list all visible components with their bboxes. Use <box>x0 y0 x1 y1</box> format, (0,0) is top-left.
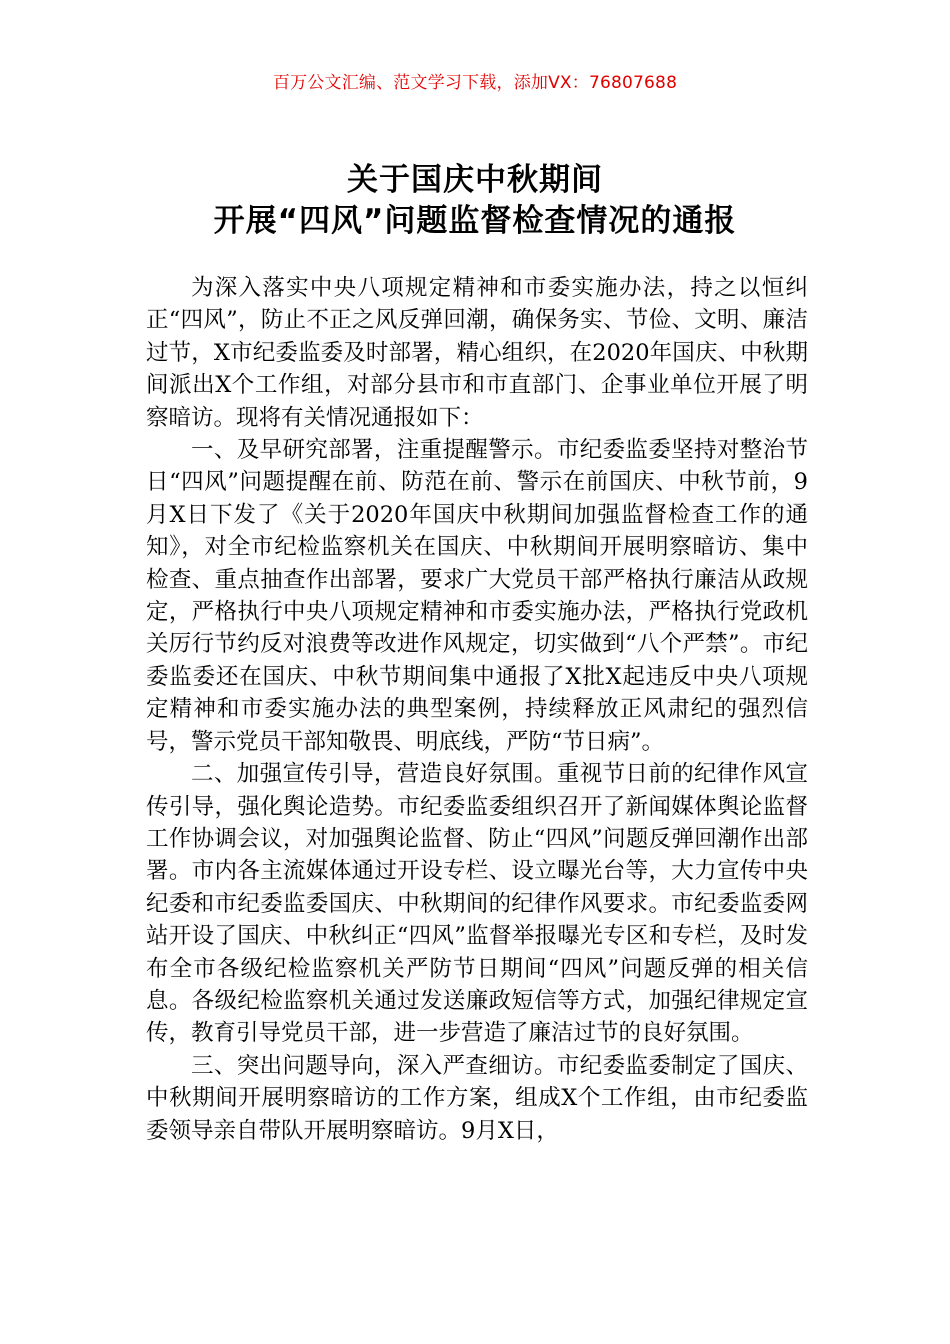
paragraph-section-2: 二、加强宣传引导，营造良好氛围。重视节日前的纪律作风宣传引导，强化舆论造势。市纪委监委组织召开了新闻媒体舆论监督工作协调会议，对加强舆论监督、防止“四风”问题反弹回潮作出部署。市内各主流媒体通过开设专栏、设立曝光台等，大力宣传中央纪委和市纪委监委国庆、中秋期间的纪律作风要求。市纪委监委网站开设了国庆、中秋纠正“四风”监督举报曝光专区和专栏，及时发布全市各级纪检监察机关严防节日期间“四风”问题反弹的相关信息。各级纪检监察机关通过发送廉政短信等方式，加强纪律规定宣传，教育引导党员干部，进一步营造了廉洁过节的良好氛围。 <box>146 761 808 1047</box>
paragraph-section-1: 一、及早研究部署，注重提醒警示。市纪委监委坚持对整治节日“四风”问题提醒在前、防范在前、警示在前国庆、中秋节前，9月X日下发了《关于2020年国庆中秋期间加强监督检查工作的通知》，对全市纪检监察机关在国庆、中秋期间开展明察暗访、集中检查、重点抽查作出部署，要求广大党员干部严格执行廉洁从政规定，严格执行中央八项规定精神和市委实施办法，严格执行党政机关厉行节约反对浪费等改进作风规定，切实做到“八个严禁”。市纪委监委还在国庆、中秋节期间集中通报了X批X起违反中央八项规定精神和市委实施办法的典型案例，持续释放正风肃纪的强烈信号，警示党员干部知敬畏、明底线，严防“节日病”。 <box>146 437 808 755</box>
document-body <box>146 272 808 1147</box>
download-notice: 百万公文汇编、范文学习下载，添加VX：76807688 <box>272 73 678 93</box>
title-line-1: 关于国庆中秋期间 <box>347 162 603 198</box>
document-title <box>0 160 950 242</box>
paragraph-section-3: 三、突出问题导向，深入严查细访。市纪委监委制定了国庆、中秋期间开展明察暗访的工作方案，组成X个工作组，由市纪委监委领导亲自带队开展明察暗访。9月X日， <box>146 1052 808 1144</box>
paragraph-intro: 为深入落实中央八项规定精神和市委实施办法，持之以恒纠正“四风”，防止不正之风反弹回潮，确保务实、节俭、文明、廉洁过节，X市纪委监委及时部署，精心组织，在2020年国庆、中秋期间派出X个工作组，对部分县市和市直部门、企事业单位开展了明察暗访。现将有关情况通报如下： <box>146 275 808 431</box>
title-line-2: 开展“四风”问题监督检查情况的通报 <box>213 203 737 239</box>
